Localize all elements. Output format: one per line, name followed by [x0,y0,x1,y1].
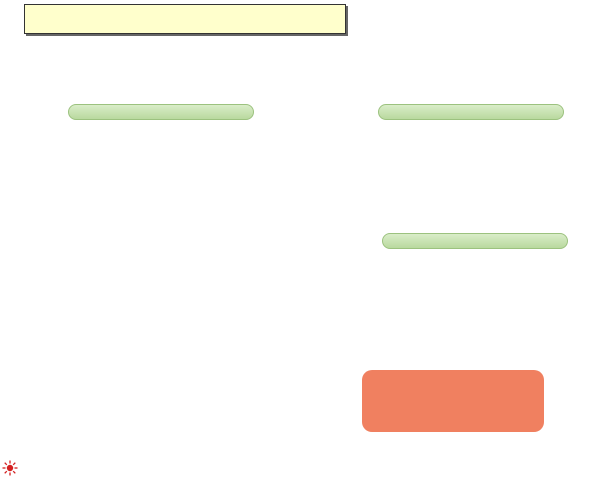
fuel-section-header [68,104,254,120]
eccj-logo-icon [2,460,18,476]
conversion-formula-box [362,370,544,432]
heat-section-header [378,104,564,120]
eccj-logo [2,460,22,476]
page-title [24,4,346,34]
electricity-section-header [382,233,568,249]
